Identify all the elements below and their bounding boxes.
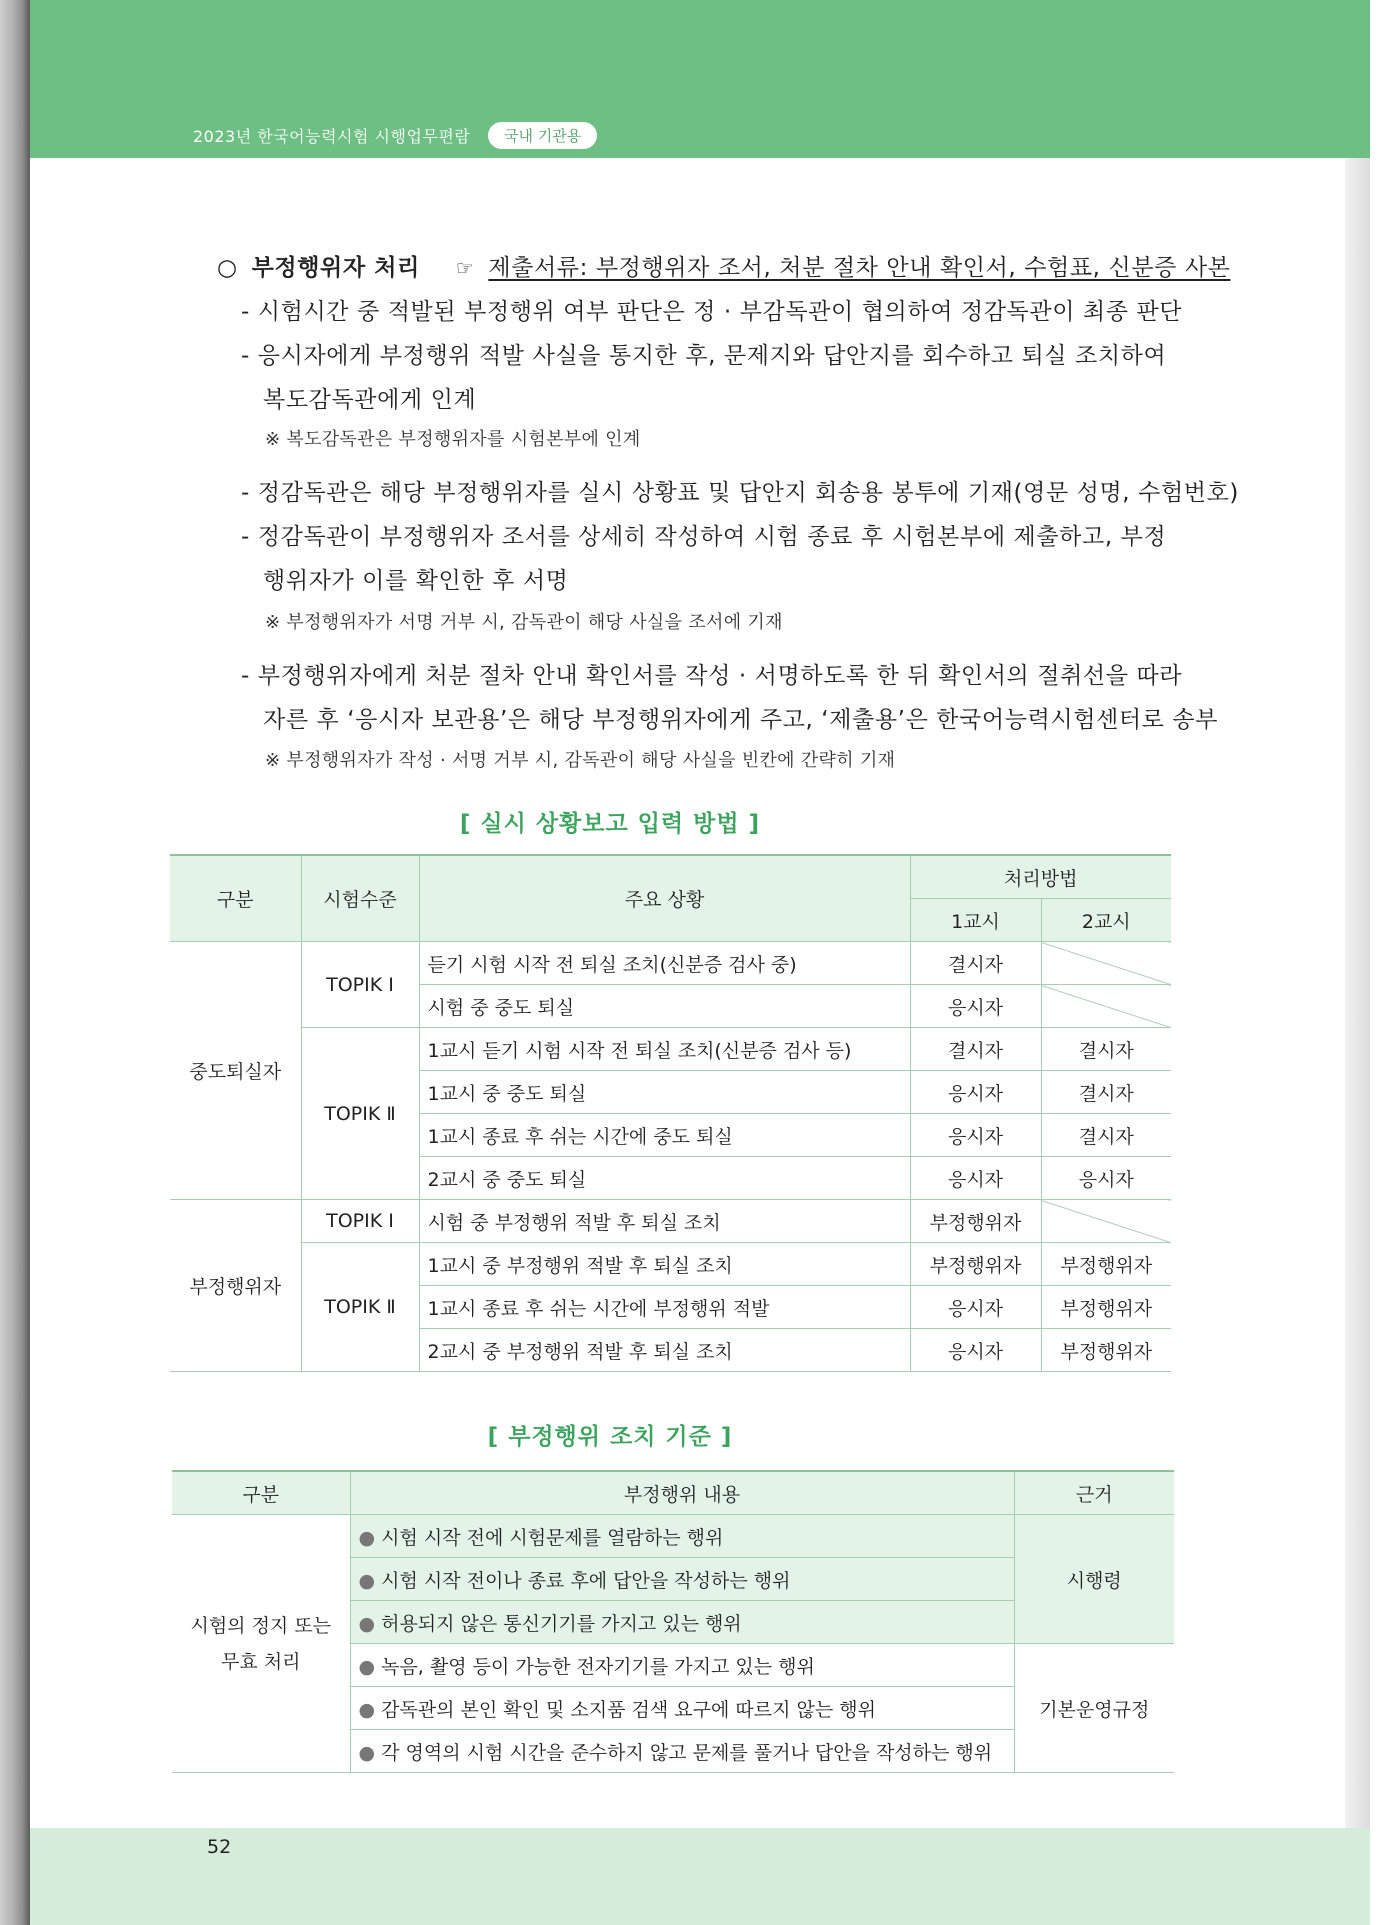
- header-basis: 근거: [1014, 1471, 1174, 1515]
- circle-bullet-icon: ○: [217, 255, 238, 281]
- section-item: - 부정행위자에게 처분 절차 안내 확인서를 작성 · 서명하도록 한 뒤 확인서의 절취선을 따라: [241, 663, 1183, 689]
- header-category: 구분: [172, 1471, 350, 1515]
- section-note: ※ 부정행위자가 서명 거부 시, 감독관이 해당 사실을 조서에 기재: [265, 612, 783, 633]
- period2-cell: 부정행위자: [1041, 1243, 1171, 1286]
- period1-cell: 응시자: [910, 1286, 1041, 1329]
- bullet-icon: ●: [358, 1698, 376, 1721]
- period2-cell: 응시자: [1041, 1157, 1171, 1200]
- section-item-continued: 복도감독관에게 인계: [263, 387, 477, 413]
- section-item: - 응시자에게 부정행위 적발 사실을 통지한 후, 문제지와 답안지를 회수하고 퇴실 조치하여: [241, 343, 1167, 369]
- header-level: 시험수준: [301, 855, 419, 942]
- period2-cell: 결시자: [1041, 1114, 1171, 1157]
- bullet-icon: ●: [358, 1569, 376, 1592]
- category-line: 무효 처리: [221, 1650, 301, 1673]
- period1-cell: 응시자: [910, 1071, 1041, 1114]
- period2-cell: 부정행위자: [1041, 1329, 1171, 1372]
- section-item: - 시험시간 중 적발된 부정행위 여부 판단은 정 · 부감독관이 협의하여 정감독관이 최종 판단: [241, 299, 1183, 325]
- category-cell: [172, 1515, 350, 1773]
- period2-cell: 결시자: [1041, 1028, 1171, 1071]
- table2-title: [ 부정행위 조치 기준 ]: [487, 1424, 733, 1450]
- page-edge-shadow: [1345, 0, 1370, 1925]
- period2-empty-cell: [1041, 1200, 1171, 1243]
- table-row: [170, 942, 1171, 985]
- table-row: [170, 1028, 1171, 1071]
- period1-cell: 응시자: [910, 1114, 1041, 1157]
- table-row: [170, 1200, 1171, 1243]
- document-page: [30, 0, 1370, 1925]
- header-period2: 2교시: [1041, 899, 1171, 942]
- period1-cell: 부정행위자: [910, 1200, 1041, 1243]
- level-cell: TOPIK Ⅰ: [301, 942, 419, 1028]
- situation-cell: 듣기 시험 시작 전 퇴실 조치(신분증 검사 중): [419, 942, 910, 985]
- required-docs-text: 제출서류: 부정행위자 조서, 처분 절차 안내 확인서, 수험표, 신분증 사본: [488, 255, 1231, 281]
- level-cell: TOPIK Ⅱ: [301, 1243, 419, 1372]
- table-row: [172, 1515, 1174, 1558]
- bullet-icon: ●: [358, 1612, 376, 1635]
- header-situation: 주요 상황: [419, 855, 910, 942]
- category-line: 시험의 정지 또는: [190, 1614, 332, 1637]
- header-title: 2023년 한국어능력시험 시행업무편람: [193, 127, 471, 146]
- header-badge: 국내 기관용: [488, 122, 597, 149]
- situation-cell: 시험 중 부정행위 적발 후 퇴실 조치: [419, 1200, 910, 1243]
- content-cell: ● 각 영역의 시험 시간을 준수하지 않고 문제를 풀거나 답안을 작성하는 행위: [350, 1730, 1014, 1773]
- group-cell: 중도퇴실자: [170, 942, 301, 1200]
- bullet-icon: ●: [358, 1526, 376, 1549]
- section-heading-row: [217, 249, 1231, 282]
- content-cell: ● 시험 시작 전이나 종료 후에 답안을 작성하는 행위: [350, 1558, 1014, 1601]
- bullet-icon: ●: [358, 1655, 376, 1678]
- section-note: ※ 부정행위자가 작성 · 서명 거부 시, 감독관이 해당 사실을 빈칸에 간략히 기재: [265, 750, 896, 771]
- situation-cell: 1교시 중 중도 퇴실: [419, 1071, 910, 1114]
- header-category: 구분: [170, 855, 301, 942]
- page-header: [30, 0, 1370, 158]
- header-period1: 1교시: [910, 899, 1041, 942]
- table1-title: [ 실시 상황보고 입력 방법 ]: [459, 811, 761, 837]
- period1-cell: 응시자: [910, 1157, 1041, 1200]
- content-cell: ● 시험 시작 전에 시험문제를 열람하는 행위: [350, 1515, 1014, 1558]
- book-spine: [0, 0, 30, 1925]
- section-note: ※ 복도감독관은 부정행위자를 시험본부에 인계: [265, 429, 641, 450]
- period1-cell: 부정행위자: [910, 1243, 1041, 1286]
- table-row: [170, 1243, 1171, 1286]
- section-item-continued: 행위자가 이를 확인한 후 서명: [263, 568, 569, 594]
- section-item: - 정감독관이 부정행위자 조서를 상세히 작성하여 시험 종료 후 시험본부에 제출하고, 부정: [241, 524, 1167, 550]
- page-number: 52: [207, 1836, 232, 1858]
- period1-cell: 결시자: [910, 1028, 1041, 1071]
- situation-cell: 1교시 듣기 시험 시작 전 퇴실 조치(신분증 검사 등): [419, 1028, 910, 1071]
- level-cell: TOPIK Ⅰ: [301, 1200, 419, 1243]
- situation-cell: 2교시 중 부정행위 적발 후 퇴실 조치: [419, 1329, 910, 1372]
- pointing-hand-icon: ☞: [455, 256, 475, 280]
- period2-empty-cell: [1041, 985, 1171, 1028]
- situation-cell: 1교시 중 부정행위 적발 후 퇴실 조치: [419, 1243, 910, 1286]
- header-method: 처리방법: [910, 855, 1171, 899]
- period2-cell: 결시자: [1041, 1071, 1171, 1114]
- content-cell: ● 녹음, 촬영 등이 가능한 전자기기를 가지고 있는 행위: [350, 1644, 1014, 1687]
- basis-cell: 시행령: [1014, 1515, 1174, 1644]
- section-item: - 정감독관은 해당 부정행위자를 실시 상황표 및 답안지 회송용 봉투에 기재(영문 성명, 수험번호): [241, 480, 1239, 506]
- period1-cell: 응시자: [910, 985, 1041, 1028]
- content-cell: ● 허용되지 않은 통신기기를 가지고 있는 행위: [350, 1601, 1014, 1644]
- report-input-table: [170, 854, 1171, 1372]
- period2-empty-cell: [1041, 942, 1171, 985]
- header-content: 부정행위 내용: [350, 1471, 1014, 1515]
- situation-cell: 1교시 종료 후 쉬는 시간에 부정행위 적발: [419, 1286, 910, 1329]
- situation-cell: 1교시 종료 후 쉬는 시간에 중도 퇴실: [419, 1114, 910, 1157]
- period1-cell: 결시자: [910, 942, 1041, 985]
- section-heading: 부정행위자 처리: [251, 255, 420, 281]
- group-cell: 부정행위자: [170, 1200, 301, 1372]
- section-item-continued: 자른 후 ‘응시자 보관용’은 해당 부정행위자에게 주고, ‘제출용’은 한국어능력시험센터로 송부: [263, 707, 1219, 733]
- situation-cell: 시험 중 중도 퇴실: [419, 985, 910, 1028]
- cheating-criteria-table: [172, 1470, 1174, 1773]
- period2-cell: 부정행위자: [1041, 1286, 1171, 1329]
- period1-cell: 응시자: [910, 1329, 1041, 1372]
- content-cell: ● 감독관의 본인 확인 및 소지품 검색 요구에 따르지 않는 행위: [350, 1687, 1014, 1730]
- level-cell: TOPIK Ⅱ: [301, 1028, 419, 1200]
- situation-cell: 2교시 중 중도 퇴실: [419, 1157, 910, 1200]
- basis-cell: 기본운영규정: [1014, 1644, 1174, 1773]
- bullet-icon: ●: [358, 1741, 376, 1764]
